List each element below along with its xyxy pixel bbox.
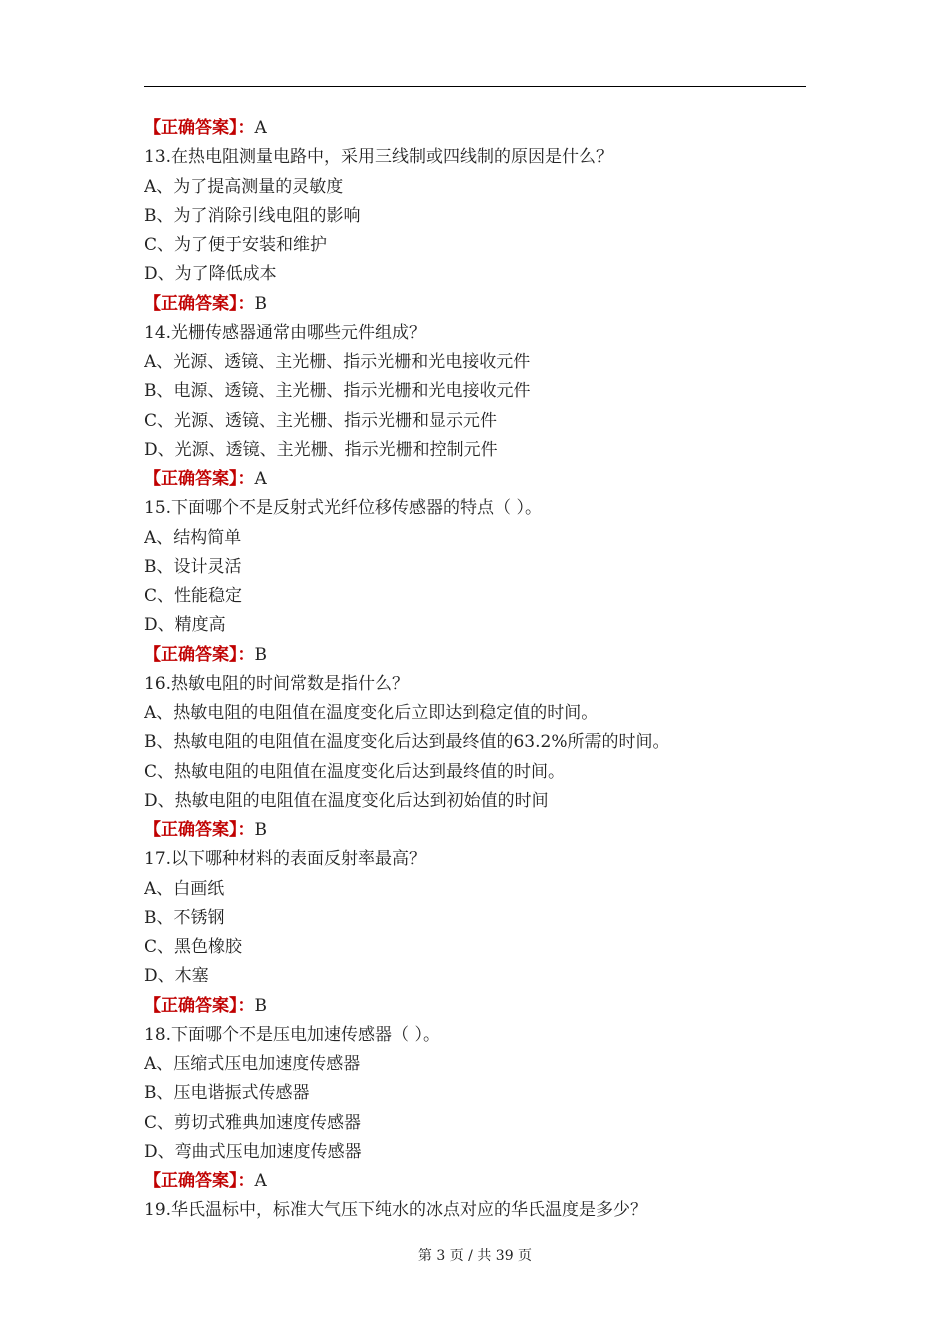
correct-answer-line: [144, 114, 806, 143]
option-text: C、黑色橡胶: [144, 937, 243, 957]
option-text: C、光源、透镜、主光栅、指示光栅和显示元件: [144, 410, 498, 431]
option-text: A、热敏电阻的电阻值在温度变化后立即达到稳定值的时间。: [144, 703, 599, 723]
option-text: D、热敏电阻的电阻值在温度变化后达到初始值的时间: [144, 790, 549, 811]
option-text: D、光源、透镜、主光栅、指示光栅和控制元件: [144, 439, 498, 460]
question-text: 18.下面哪个不是压电加速传感器（ ）。: [144, 1024, 440, 1045]
correct-answer-value: A: [254, 469, 267, 489]
correct-answer-value: B: [254, 293, 267, 314]
correct-answer-label: 【正确答案】：: [144, 293, 255, 314]
correct-answer-value: B: [254, 820, 267, 840]
option-text: B、压电谐振式传感器: [144, 1083, 310, 1104]
correct-answer-label: 【正确答案】：: [144, 469, 255, 489]
correct-answer-line: [144, 641, 806, 670]
correct-answer-line: [144, 816, 806, 845]
correct-answer-line: [144, 992, 806, 1021]
question-text: 17.以下哪种材料的表面反射率最高？: [144, 849, 427, 870]
option-text: A、结构简单: [144, 527, 242, 548]
header-rule: [144, 86, 806, 87]
option-text: C、剪切式雅典加速度传感器: [144, 1112, 362, 1133]
correct-answer-label: 【正确答案】：: [144, 820, 255, 840]
correct-answer-line: [144, 290, 806, 319]
option-text: C、为了便于安装和维护: [144, 235, 328, 255]
option-text: A、光源、透镜、主光栅、指示光栅和光电接收元件: [144, 352, 531, 372]
correct-answer-value: A: [254, 118, 267, 138]
option-text: A、白画纸: [144, 878, 225, 899]
question-text: 14.光栅传感器通常由哪些元件组成？: [144, 322, 427, 343]
option-text: A、为了提高测量的灵敏度: [144, 176, 344, 197]
question-text: 15.下面哪个不是反射式光纤位移传感器的特点（ ）。: [144, 498, 542, 519]
option-text: C、性能稳定: [144, 586, 243, 606]
option-text: D、弯曲式压电加速度传感器: [144, 1141, 362, 1162]
question-text: 16.热敏电阻的时间常数是指什么？: [144, 673, 410, 694]
correct-answer-line: [144, 1167, 806, 1196]
option-text: B、电源、透镜、主光栅、指示光栅和光电接收元件: [144, 381, 531, 402]
correct-answer-label: 【正确答案】：: [144, 1171, 255, 1191]
option-text: D、精度高: [144, 615, 226, 636]
correct-answer-line: [144, 465, 806, 494]
correct-answer-value: A: [254, 1171, 267, 1191]
document-body: [144, 114, 806, 1226]
correct-answer-value: B: [254, 995, 267, 1016]
question-text: 13.在热电阻测量电路中，采用三线制或四线制的原因是什么？: [144, 147, 614, 168]
correct-answer-value: B: [254, 644, 267, 665]
page-footer: 第 3 页 / 共 39 页: [417, 1248, 533, 1264]
option-text: D、木塞: [144, 966, 209, 987]
option-text: A、压缩式压电加速度传感器: [144, 1054, 361, 1074]
correct-answer-label: 【正确答案】：: [144, 644, 255, 665]
correct-answer-label: 【正确答案】：: [144, 118, 255, 138]
option-text: B、设计灵活: [144, 556, 242, 577]
question-text: 19.华氏温标中，标准大气压下纯水的冰点对应的华氏温度是多少？: [144, 1200, 648, 1221]
option-text: B、不锈钢: [144, 907, 225, 928]
option-text: B、热敏电阻的电阻值在温度变化后达到最终值的63.2%所需的时间。: [144, 732, 670, 753]
correct-answer-label: 【正确答案】：: [144, 995, 255, 1016]
option-text: B、为了消除引线电阻的影响: [144, 205, 361, 226]
option-text: D、为了降低成本: [144, 264, 277, 285]
option-text: C、热敏电阻的电阻值在温度变化后达到最终值的时间。: [144, 761, 566, 782]
